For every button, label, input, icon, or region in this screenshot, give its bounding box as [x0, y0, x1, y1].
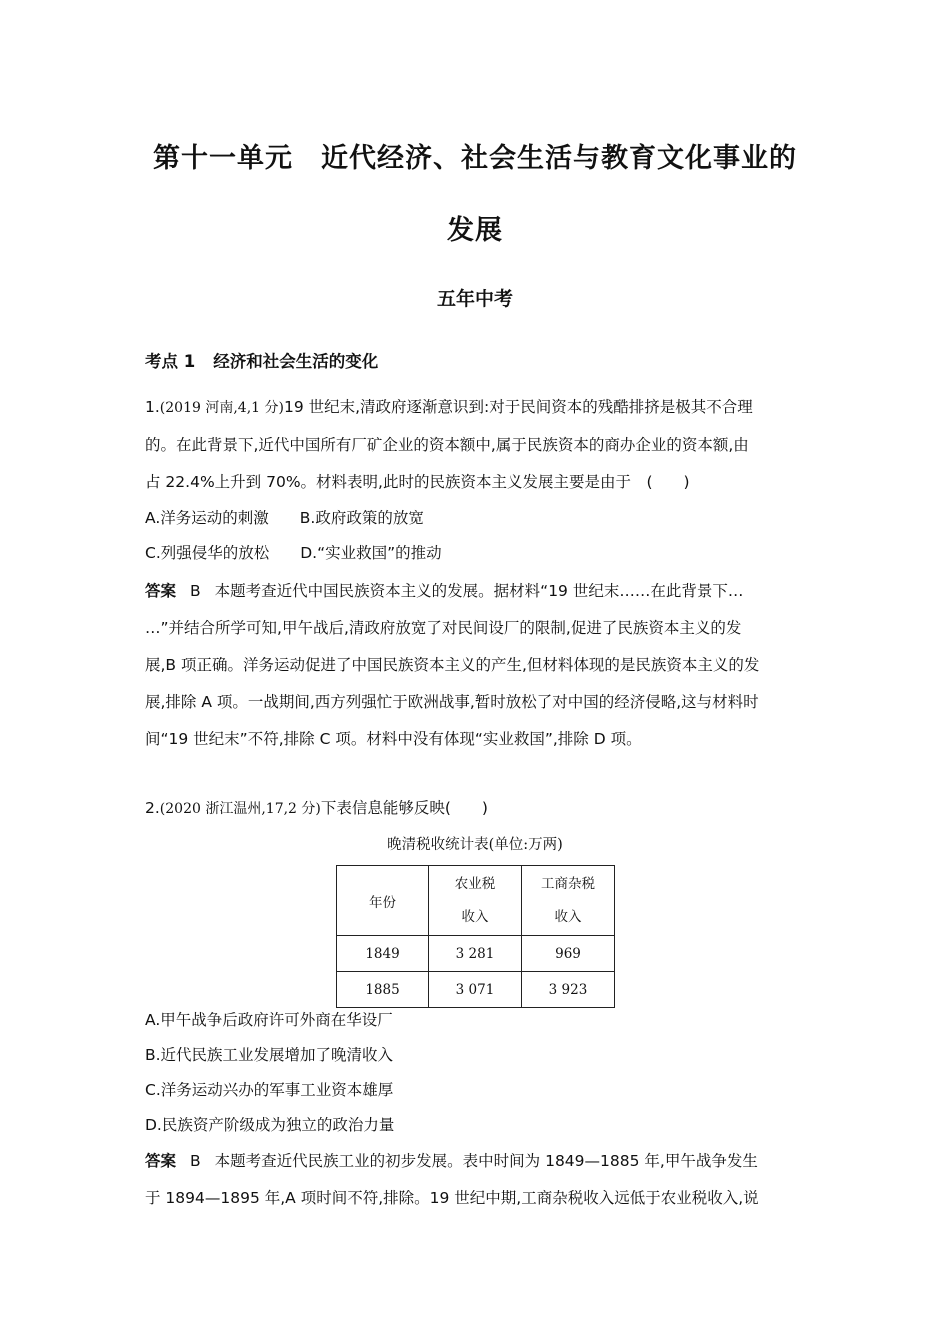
q1-stem-line-1 — [145, 397, 753, 418]
q1-options-row-1: A.洋务运动的刺激 B.政府政策的放宽 — [145, 509, 424, 527]
cell-year: 1849 — [337, 936, 429, 972]
q1-explanation-line-3: 展,B 项正确。洋务运动促进了中国民族资本主义的产生,但材料体现的是民族资本主义的发 — [145, 656, 760, 674]
q2-option-c: C.洋务运动兴办的军事工业资本雄厚 — [145, 1081, 394, 1099]
q1-answer-letter: B — [190, 582, 201, 600]
q1-explanation-text-1: 本题考查近代中国民族资本主义的发展。据材料“19 世纪末……在此背景下… — [214, 582, 744, 600]
q1-source: (2019 河南,4,1 分) — [159, 400, 284, 416]
section-subtitle: 五年中考 — [436, 288, 513, 310]
cell-year: 1885 — [337, 972, 429, 1008]
topic-label: 考点 1 — [145, 352, 196, 371]
q1-stem-line-3: 占 22.4%上升到 70%。材料表明,此时的民族资本主义发展主要是由于 ( ) — [145, 473, 690, 491]
q2-explanation-line-2: 于 1894—1895 年,A 项时间不符,排除。19 世纪中期,工商杂税收入远低于农业税收入,说 — [145, 1189, 759, 1207]
cell-commerce-tax: 3 923 — [522, 972, 615, 1008]
q1-explanation-line-2: …”并结合所学可知,甲午战后,清政府放宽了对民间设厂的限制,促进了民族资本主义的发 — [145, 619, 742, 637]
q1-options-row-2: C.列强侵华的放松 D.“实业救国”的推动 — [145, 544, 442, 562]
topic-heading — [145, 348, 378, 372]
header-commerce-tax — [522, 866, 615, 936]
q1-answer-line-1 — [145, 581, 743, 601]
q2-answer-label: 答案 — [145, 1152, 177, 1170]
header-agri-tax-line-2: 收入 — [461, 908, 489, 925]
table-caption: 晚清税收统计表(单位:万两) — [387, 837, 563, 853]
q2-stem-text: 下表信息能够反映( ) — [320, 799, 488, 817]
q1-explanation-line-4: 展,排除 A 项。一战期间,西方列强忙于欧洲战事,暂时放松了对中国的经济侵略,这与材料时 — [145, 693, 759, 711]
unit-title-line-2: 发展 — [447, 215, 503, 246]
q2-source: (2020 浙江温州,17,2 分) — [159, 801, 321, 817]
q2-answer-line-1 — [145, 1151, 758, 1171]
q2-answer-letter: B — [190, 1152, 201, 1170]
header-commerce-tax-line-2: 收入 — [554, 908, 582, 925]
tax-table — [336, 865, 615, 1008]
q1-answer-label: 答案 — [145, 582, 177, 600]
q1-stem-line-2: 的。在此背景下,近代中国所有厂矿企业的资本额中,属于民族资本的商办企业的资本额,由 — [145, 436, 749, 454]
header-agri-tax-line-1: 农业税 — [454, 875, 496, 892]
q2-explanation-text-1: 本题考查近代民族工业的初步发展。表中时间为 1849—1885 年,甲午战争发生 — [214, 1152, 758, 1170]
unit-title-line-1: 第十一单元 近代经济、社会生活与教育文化事业的 — [153, 143, 797, 174]
q1-number: 1. — [145, 398, 160, 416]
header-agri-tax — [429, 866, 522, 936]
q2-option-d: D.民族资产阶级成为独立的政治力量 — [145, 1116, 395, 1134]
topic-name: 经济和社会生活的变化 — [213, 352, 379, 371]
q2-option-a: A.甲午战争后政府许可外商在华设厂 — [145, 1011, 393, 1029]
q2-option-b: B.近代民族工业发展增加了晚清收入 — [145, 1046, 394, 1064]
q2-number: 2. — [145, 799, 160, 817]
cell-commerce-tax: 969 — [522, 936, 615, 972]
table-row — [337, 972, 615, 1008]
header-year: 年份 — [337, 866, 429, 936]
cell-agri-tax: 3 071 — [429, 972, 522, 1008]
table-header-row — [337, 866, 615, 936]
q2-stem-line — [145, 798, 488, 819]
q1-stem-text-1: 19 世纪末,清政府逐渐意识到:对于民间资本的残酷排挤是极其不合理 — [283, 398, 753, 416]
table-row — [337, 936, 615, 972]
header-commerce-tax-line-1: 工商杂税 — [541, 875, 595, 892]
q1-explanation-line-5: 间“19 世纪末”不符,排除 C 项。材料中没有体现“实业救国”,排除 D 项。 — [145, 730, 642, 748]
cell-agri-tax: 3 281 — [429, 936, 522, 972]
